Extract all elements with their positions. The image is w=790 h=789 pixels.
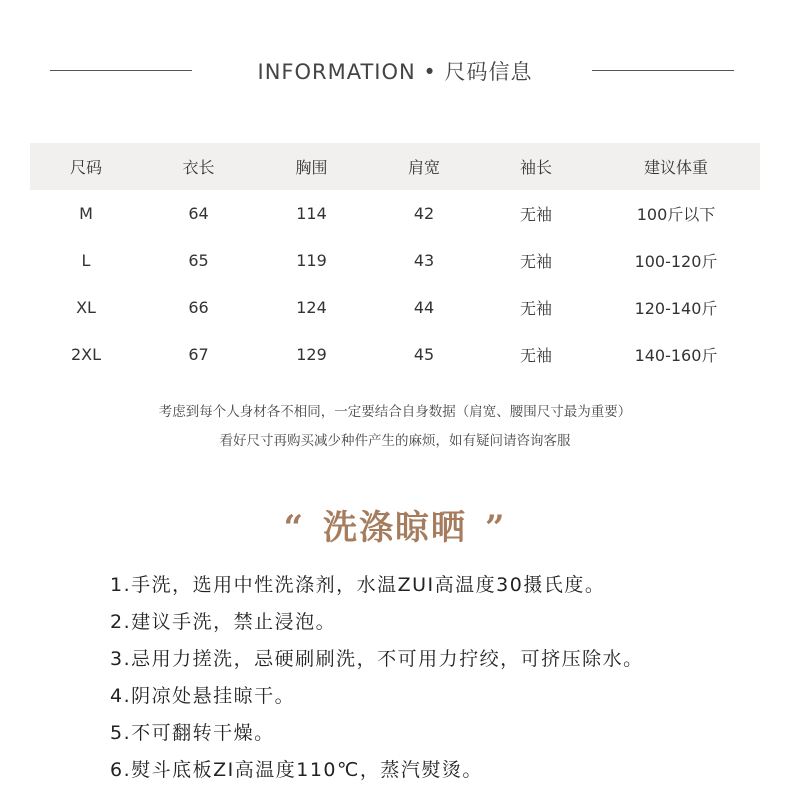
list-item: 5.不可翻转干燥。 bbox=[110, 722, 275, 744]
table-cell: 129 bbox=[296, 345, 327, 364]
table-row bbox=[30, 190, 760, 237]
table-cell: 43 bbox=[413, 251, 435, 270]
table-cell: 67 bbox=[188, 345, 209, 364]
table-cell: L bbox=[81, 251, 91, 270]
table-cell: 65 bbox=[188, 251, 209, 270]
size-table bbox=[30, 143, 760, 378]
column-header: 建议体重 bbox=[592, 143, 760, 190]
table-cell: 100-120斤 bbox=[634, 252, 718, 271]
size-note-line-2: 看好尺寸再购买减少种件产生的麻烦，如有疑问请咨询客服 bbox=[219, 433, 571, 449]
column-header: 尺码 bbox=[30, 143, 142, 190]
table-cell: 44 bbox=[413, 298, 435, 317]
table-cell: 2XL bbox=[70, 345, 102, 364]
table-cell: 无袖 bbox=[519, 346, 552, 365]
column-header: 胸围 bbox=[255, 143, 368, 190]
list-item: 2.建议手洗，禁止浸泡。 bbox=[110, 611, 337, 633]
table-cell: 无袖 bbox=[519, 205, 552, 224]
column-header: 肩宽 bbox=[368, 143, 480, 190]
table-row bbox=[30, 284, 760, 331]
table-cell: 45 bbox=[413, 345, 435, 364]
size-note-line-1: 考虑到每个人身材各不相同，一定要结合自身数据（肩宽、腰围尺寸最为重要） bbox=[158, 404, 632, 420]
list-item: 4.阴凉处悬挂晾干。 bbox=[110, 685, 296, 707]
table-cell: 120-140斤 bbox=[634, 299, 718, 318]
care-instructions-list bbox=[110, 567, 770, 789]
header-rule-right bbox=[592, 70, 734, 71]
close-quote: ” bbox=[485, 508, 507, 548]
table-cell: XL bbox=[76, 298, 96, 317]
list-item: 1.手洗，选用中性洗涤剂，水温ZUI高温度30摄氏度。 bbox=[110, 574, 606, 596]
table-row bbox=[30, 331, 760, 378]
header-rule-left bbox=[50, 70, 192, 71]
table-cell: 66 bbox=[188, 298, 209, 317]
table-cell: 64 bbox=[188, 204, 209, 223]
column-header: 袖长 bbox=[480, 143, 592, 190]
page-title: INFORMATION • 尺码信息 bbox=[257, 60, 533, 84]
table-cell: 无袖 bbox=[519, 299, 552, 318]
table-cell: 42 bbox=[413, 204, 435, 223]
table-cell: 100斤以下 bbox=[636, 205, 716, 224]
care-section-title bbox=[0, 500, 790, 549]
table-cell: 无袖 bbox=[519, 252, 552, 271]
list-item: 3.忌用力搓洗，忌硬刷刷洗，不可用力拧绞，可挤压除水。 bbox=[110, 648, 644, 670]
table-cell: M bbox=[79, 204, 93, 223]
table-cell: 124 bbox=[296, 298, 327, 317]
section-header bbox=[0, 52, 790, 92]
table-cell: 119 bbox=[296, 251, 327, 270]
care-title-text: 洗涤晾晒 bbox=[323, 508, 467, 548]
open-quote: “ bbox=[283, 508, 305, 548]
table-cell: 140-160斤 bbox=[634, 346, 718, 365]
table-cell: 114 bbox=[296, 204, 327, 223]
table-row bbox=[30, 237, 760, 284]
table-header-row bbox=[30, 143, 760, 190]
list-item: 6.熨斗底板ZI高温度110℃，蒸汽熨烫。 bbox=[110, 759, 483, 781]
column-header: 衣长 bbox=[142, 143, 255, 190]
